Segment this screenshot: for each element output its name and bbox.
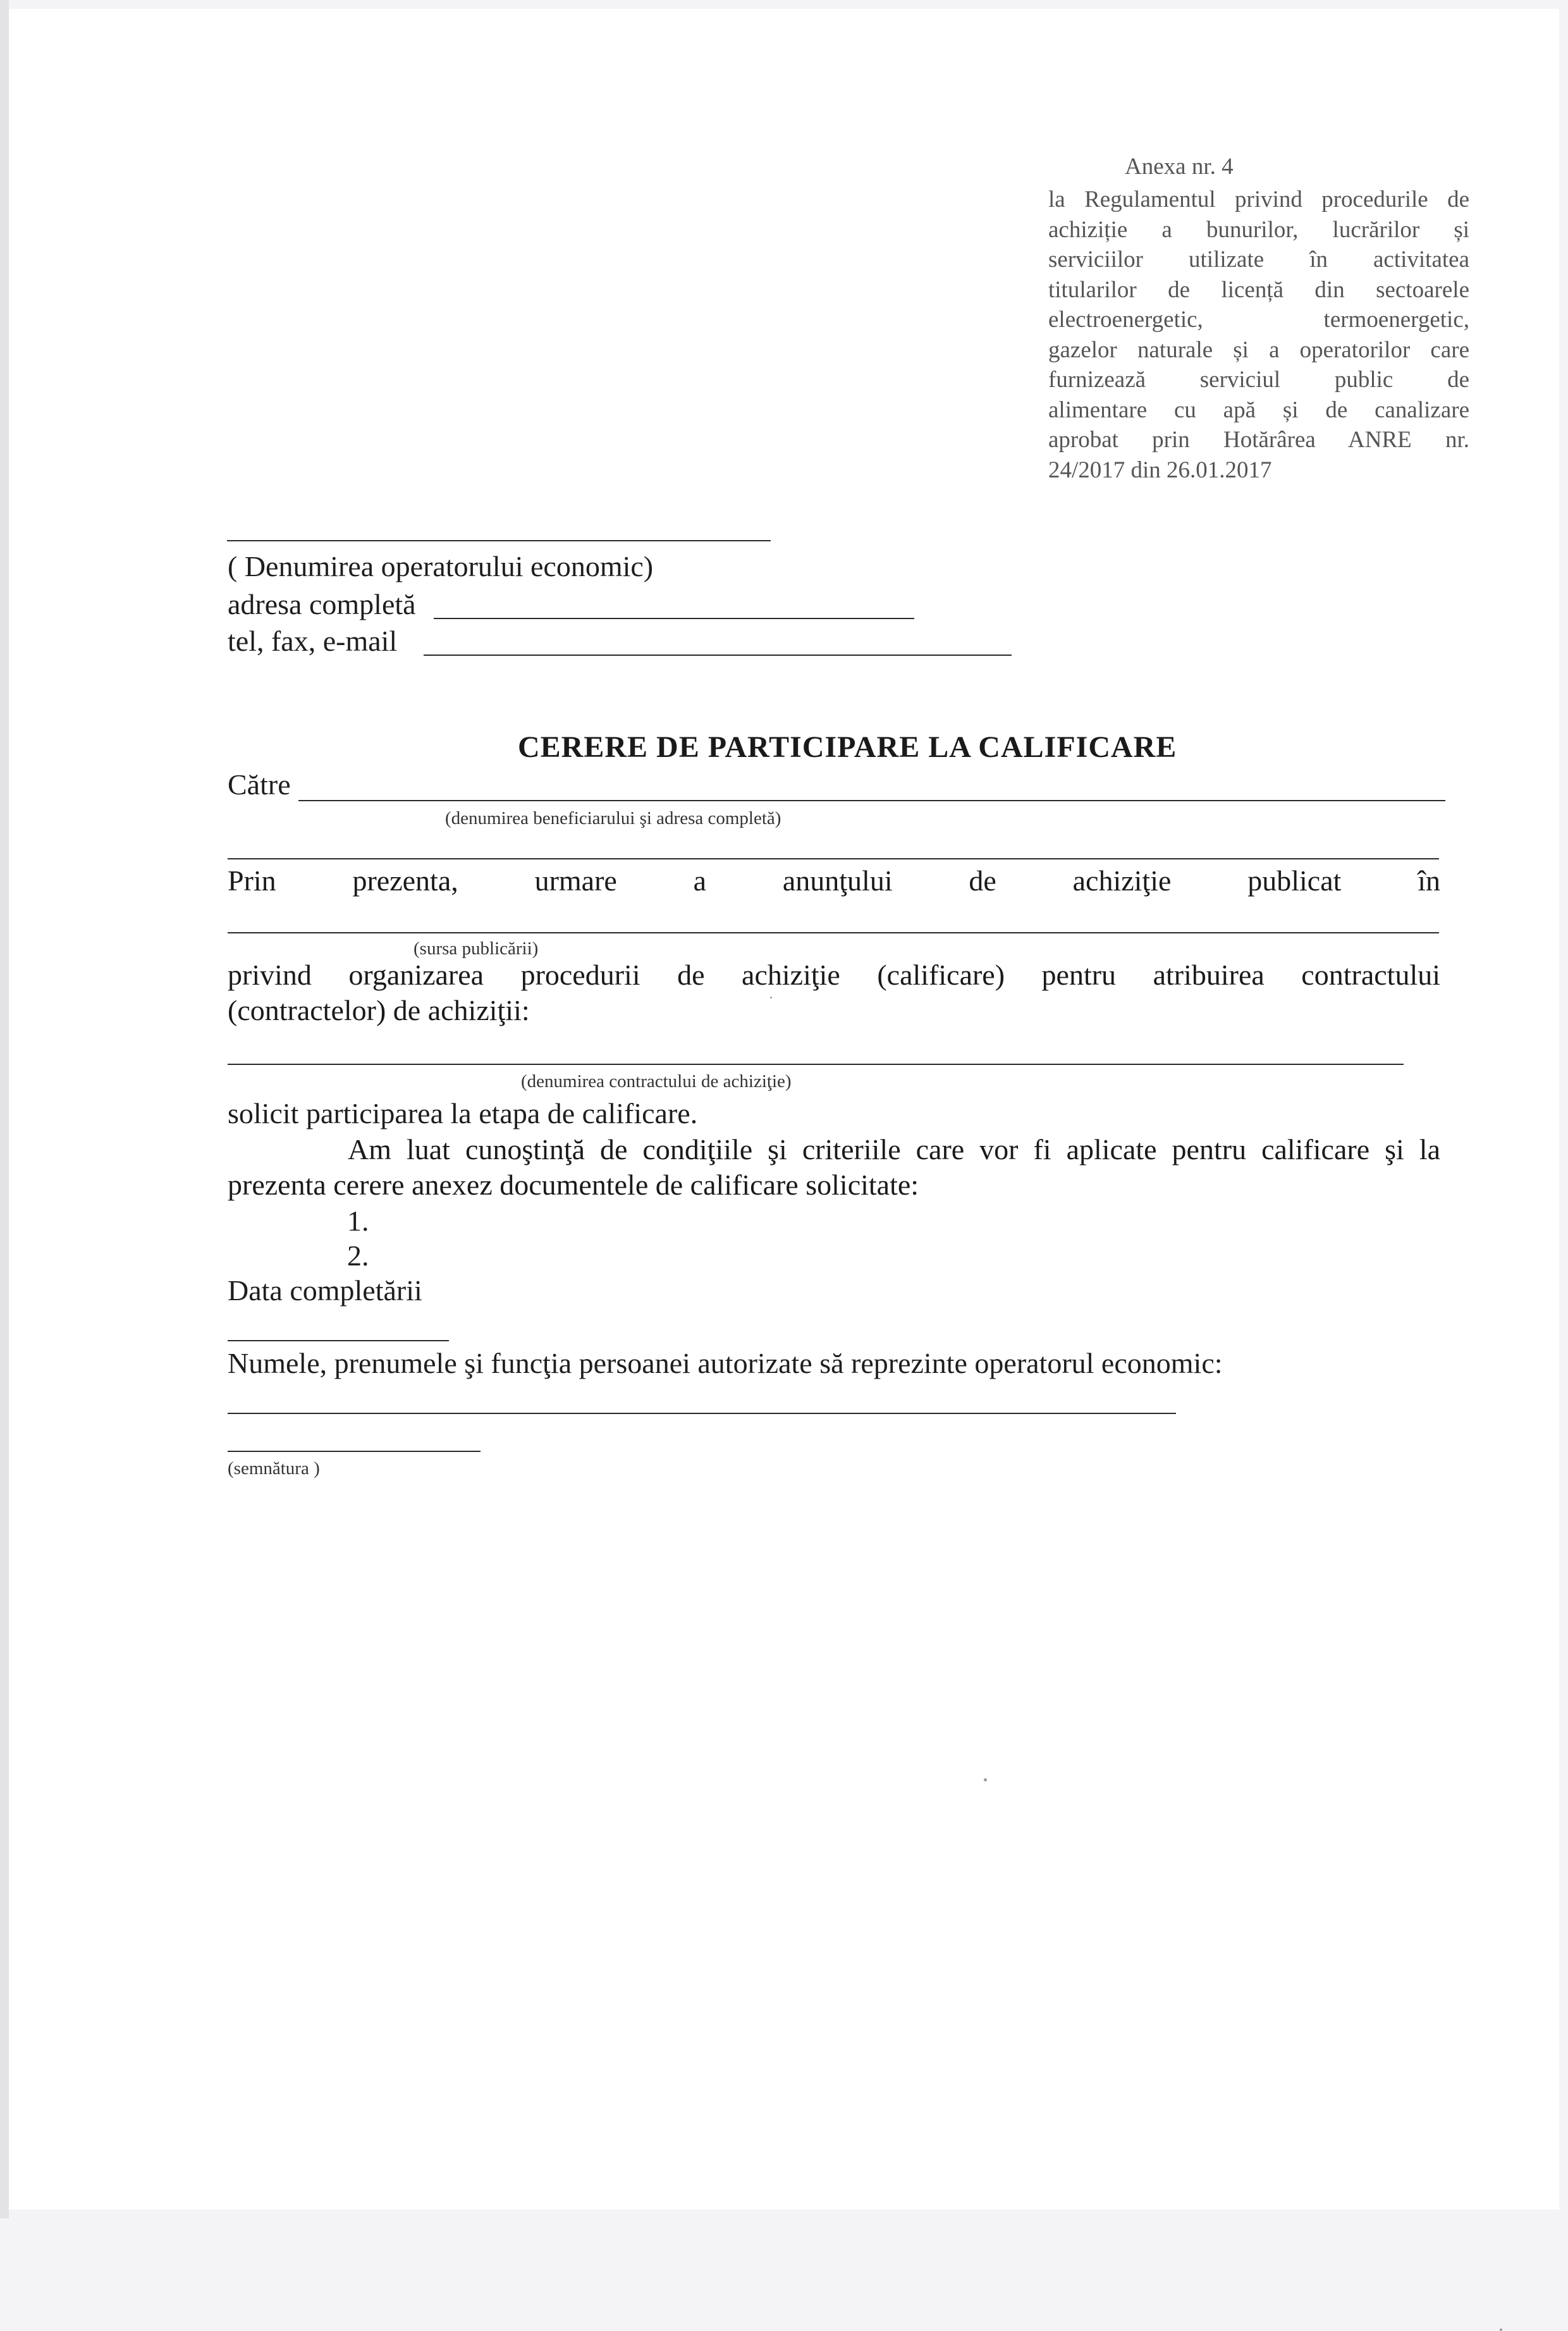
scan-speck (770, 997, 772, 999)
annex-line: titularilor de licență din sectoarele (1048, 276, 1469, 303)
scan-edge (0, 0, 9, 2218)
date-line (228, 1340, 449, 1341)
annex-line: furnizează serviciul public de (1048, 367, 1469, 393)
organizing-paragraph (228, 957, 1440, 1028)
acknowledgement-paragraph (228, 1132, 1440, 1203)
acknowledgement-line-2: prezenta cerere anexez documentele de calificare solicitate: (228, 1169, 919, 1201)
request-text: solicit participarea la etapa de calificare. (228, 1097, 698, 1129)
organizing-line-1: privind organizarea procedurii de achiziţie (calificare) pentru atribuirea contractului (228, 959, 1440, 991)
intro-sentence (228, 864, 1440, 897)
annex-line: la Regulamentul privind procedurile de (1048, 187, 1469, 212)
annex-line: serviciilor utilizate în activitatea (1048, 247, 1469, 273)
annex-line: gazelor naturale și a operatorilor care (1048, 336, 1469, 363)
recipient-hint: (denumirea beneficiarului şi adresa completă) (445, 808, 781, 828)
document-page (9, 9, 1559, 2210)
scan-speck (984, 1778, 987, 1781)
source-hint: (sursa publicării) (413, 938, 539, 959)
annex-line: alimentare cu apă și de canalizare (1048, 397, 1469, 423)
intro-word: urmare (534, 864, 617, 897)
annex-title: Anexa nr. 4 (1125, 154, 1234, 180)
operator-address-label: adresa completă (228, 588, 416, 620)
intro-word: publicat (1247, 864, 1342, 897)
contract-hint: (denumirea contractului de achiziţie) (521, 1071, 792, 1092)
intro-word: Prin (228, 864, 276, 897)
annex-reference (1048, 185, 1469, 485)
operator-contact-line (424, 655, 1012, 656)
annex-line: electroenergetic, termoenergetic, (1048, 307, 1469, 333)
intro-word: a (693, 864, 707, 897)
annex-line: 24/2017 din 26.01.2017 (1048, 457, 1272, 483)
organizing-line-2: (contractelor) de achiziţii: (228, 994, 530, 1026)
recipient-line-2 (228, 858, 1439, 859)
operator-name-label: ( Denumirea operatorului economic) (228, 550, 654, 582)
recipient-label: Către (228, 768, 291, 801)
recipient-line (298, 800, 1445, 801)
source-line (228, 932, 1439, 933)
authorized-person-line (228, 1413, 1176, 1414)
operator-name-line (227, 540, 771, 541)
acknowledgement-line-1: Am luat cunoştinţă de condiţiile şi criteriile care vor fi aplicate pentru calificare şi la (348, 1133, 1440, 1166)
intro-word: de (969, 864, 996, 897)
operator-address-line (434, 618, 914, 619)
intro-word: achiziţie (1072, 864, 1172, 897)
authorized-person-label: Numele, prenumele şi funcţia persoanei autorizate să reprezinte operatorul economic: (228, 1347, 1223, 1379)
contract-name-line (228, 1064, 1404, 1065)
attachment-item: 2. (347, 1239, 369, 1272)
signature-hint: (semnătura ) (228, 1458, 320, 1479)
annex-line: aprobat prin Hotărârea ANRE nr. (1048, 427, 1469, 453)
form-title: CERERE DE PARTICIPARE LA CALIFICARE (518, 730, 1177, 764)
annex-line: achiziție a bunurilor, lucrărilor și (1048, 216, 1469, 243)
intro-word: în (1418, 864, 1440, 897)
intro-word: prezenta, (352, 864, 458, 897)
operator-contact-label: tel, fax, e-mail (228, 625, 398, 657)
date-label: Data completării (228, 1274, 422, 1307)
scan-speck (1500, 2328, 1502, 2331)
signature-line (228, 1451, 481, 1452)
attachment-item: 1. (347, 1205, 369, 1237)
intro-word: anunţului (782, 864, 893, 897)
